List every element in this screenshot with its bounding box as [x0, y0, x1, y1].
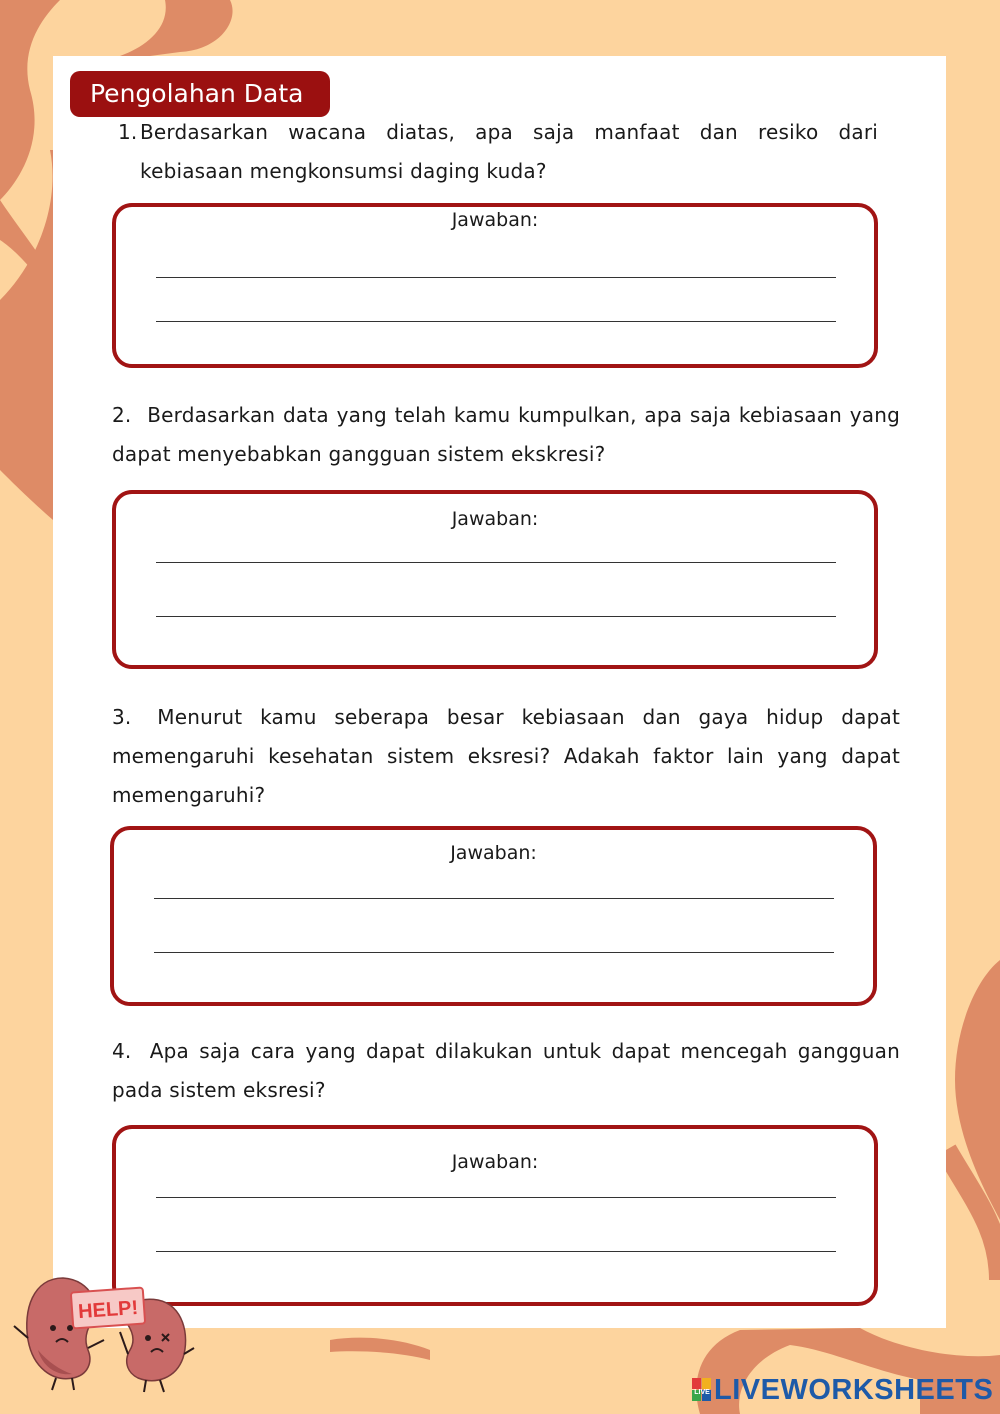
question-number: 4. [112, 1039, 132, 1063]
question-2 [112, 396, 900, 474]
answer-line[interactable] [156, 277, 836, 278]
answer-label: Jawaban: [451, 1151, 539, 1173]
answer-line[interactable] [156, 1197, 836, 1198]
question-text: Menurut kamu seberapa besar kebiasaan dan gaya hidup dapat memengaruhi kesehatan sistem eksresi? Adakah faktor lain yang dapat memengaruhi? [112, 705, 900, 807]
answer-label: Jawaban: [450, 842, 537, 864]
answer-line[interactable] [156, 321, 836, 322]
left-eye-1 [50, 1325, 56, 1331]
question-text: Berdasarkan data yang telah kamu kumpulkan, apa saja kebiasaan yang dapat menyebabkan gangguan sistem ekskresi? [112, 403, 900, 466]
answer-box-2[interactable] [112, 490, 878, 669]
answer-box-4[interactable] [112, 1125, 878, 1306]
blob-left-wave [0, 150, 53, 520]
question-number: 3. [112, 705, 132, 729]
logo-icon-letters: LIVE [694, 1389, 710, 1396]
question-text: Berdasarkan wacana diatas, apa saja manfaat dan resiko dari kebiasaan mengkonsumsi daging kuda? [140, 120, 878, 183]
answer-line[interactable] [154, 952, 834, 953]
question-3 [112, 698, 900, 815]
answer-label: Jawaban: [451, 508, 539, 530]
question-1 [118, 113, 878, 191]
question-4 [112, 1032, 900, 1110]
right-eye-1 [145, 1335, 151, 1341]
left-eye-2 [67, 1325, 73, 1331]
section-title: Pengolahan Data [70, 71, 330, 117]
blob-top-right-arc [120, 0, 233, 56]
answer-line[interactable] [156, 1251, 836, 1252]
blob-top-left [0, 0, 60, 200]
liveworksheets-logo [692, 1374, 993, 1406]
liveworksheets-logo-icon [692, 1378, 712, 1402]
help-sign-text: HELP! [77, 1296, 139, 1324]
answer-line[interactable] [154, 898, 834, 899]
question-text: Apa saja cara yang dapat dilakukan untuk dapat mencegah gangguan pada sistem eksresi? [112, 1039, 901, 1102]
answer-line[interactable] [156, 616, 836, 617]
answer-line[interactable] [156, 562, 836, 563]
answer-box-1[interactable] [112, 203, 878, 368]
answer-box-3[interactable] [110, 826, 877, 1006]
kidney-mascot-icon [8, 1270, 198, 1395]
blob-bottom-mid [330, 1338, 430, 1360]
answer-label: Jawaban: [451, 209, 539, 231]
liveworksheets-logo-text: LIVEWORKSHEETS [714, 1373, 994, 1406]
question-number: 2. [112, 403, 132, 427]
question-number: 1. [118, 120, 138, 144]
